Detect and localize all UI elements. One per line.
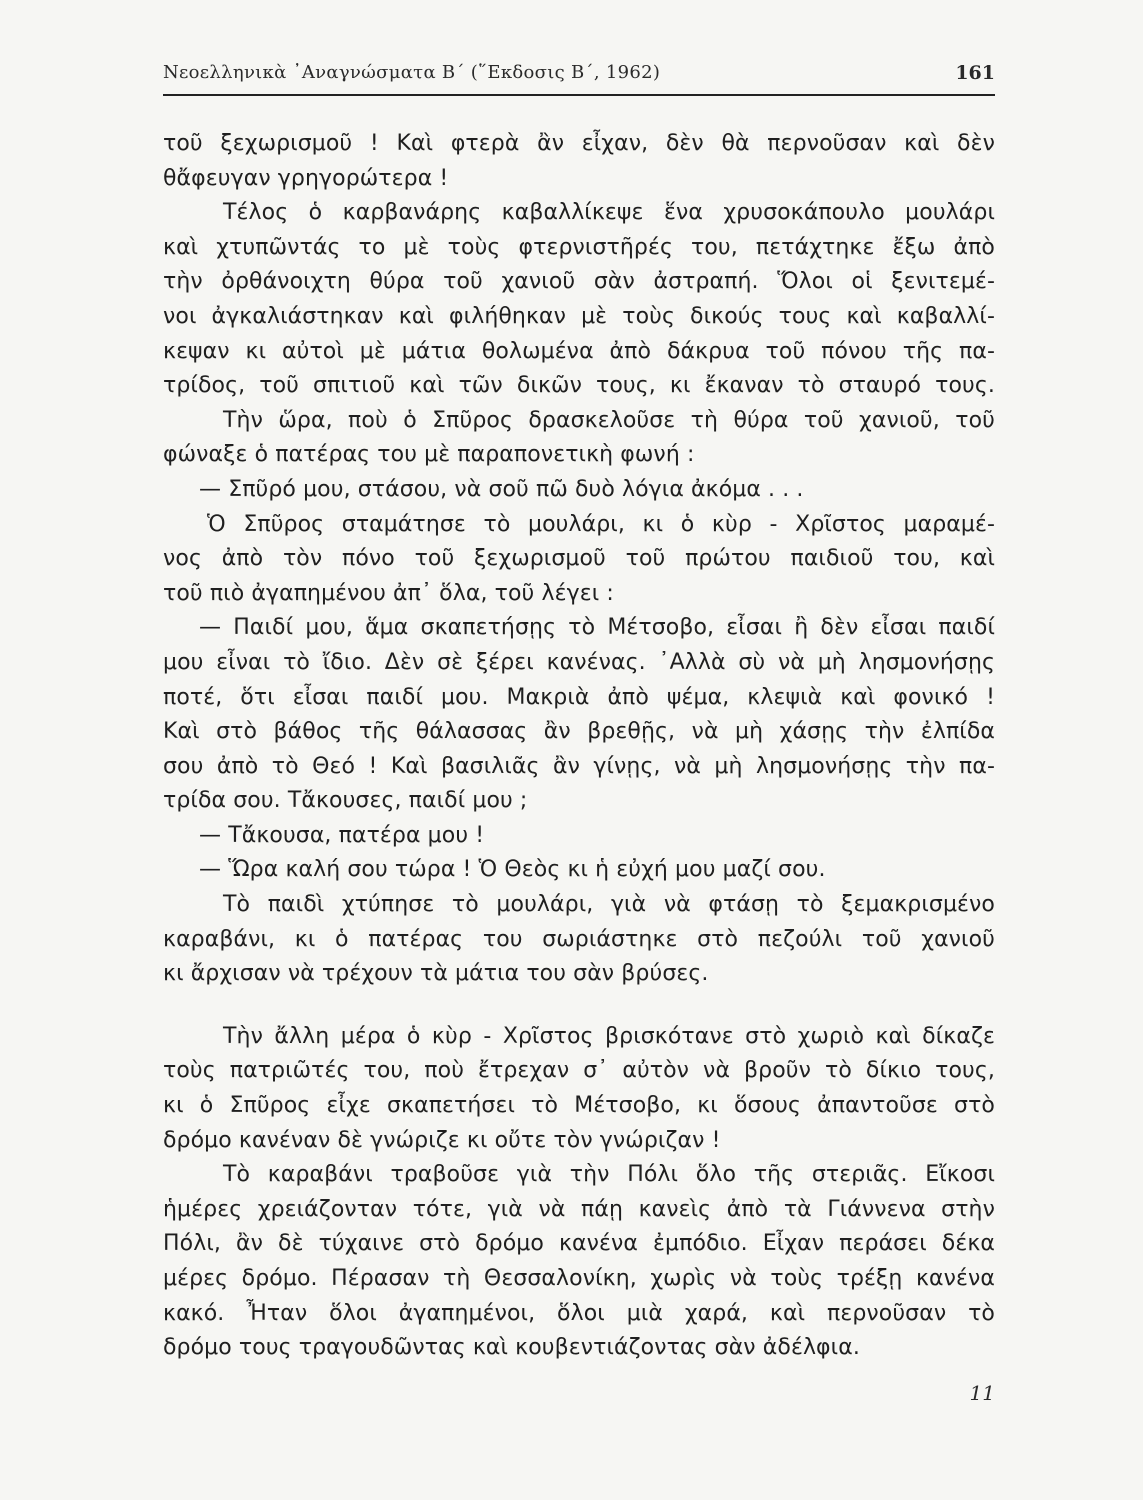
text-line: Καὶ στὸ βάθος τῆς θάλασσας ἂν βρεθῇς, νὰ μὴ χάσῃς τὴν ἐλπίδα: [163, 719, 995, 745]
text-line: τοῦ ξεχωρισμοῦ ! Καὶ φτερὰ ἂν εἶχαν, δὲν θὰ περνοῦσαν καὶ δὲν: [163, 131, 995, 156]
text-line: σου ἀπὸ τὸ Θεό ! Καὶ βασιλιᾶς ἂν γίνῃς, νὰ μὴ λησμονήσῃς τὴν πα-: [163, 753, 995, 779]
running-header: [163, 58, 995, 96]
text-line: ἡμέρες χρειάζονταν τότε, γιὰ νὰ πάῃ κανεὶς ἀπὸ τὰ Γιάννενα στὴν: [163, 1196, 995, 1222]
text-line: Τὴν ὥρα, ποὺ ὁ Σπῦρος δρασκελοῦσε τὴ θύρα τοῦ χανιοῦ, τοῦ: [223, 407, 995, 433]
text-line: κι ἄρχισαν νὰ τρέχουν τὰ μάτια του σὰν βρύσες.: [163, 961, 709, 987]
signature-mark: 11: [969, 1381, 995, 1405]
text-line: Τέλος ὁ καρβανάρης καβαλλίκεψε ἕνα χρυσοκάπουλο μουλάρι: [223, 200, 995, 226]
text-line: Ὁ Σπῦρος σταμάτησε τὸ μουλάρι, κι ὁ κὺρ - Χρῖστος μαραμέ-: [207, 511, 995, 537]
text-line: τοῦ πιὸ ἀγαπημένου ἀπ᾿ ὅλα, τοῦ λέγει :: [163, 580, 614, 606]
body-text: [163, 127, 995, 1366]
text-line: τρίδα σου. Τἄκουσες, παιδί μου ;: [163, 788, 528, 814]
text-line: φώναξε ὁ πατέρας του μὲ παραπονετικὴ φωνή :: [163, 442, 695, 468]
text-line: νος ἀπὸ τὸν πόνο τοῦ ξεχωρισμοῦ τοῦ πρώτου παιδιοῦ του, καὶ: [163, 546, 995, 572]
text-line: μου εἶναι τὸ ἴδιο. Δὲν σὲ ξέρει κανένας. ᾿Αλλὰ σὺ νὰ μὴ λησμονήσῃς: [163, 649, 995, 675]
header-title: Νεοελληνικὰ ᾿Αναγνώσματα Β΄ (῞Εκδοσις Β΄, 1962): [163, 62, 661, 83]
text-line: καραβάνι, κι ὁ πατέρας του σωριάστηκε στὸ πεζούλι τοῦ χανιοῦ: [163, 926, 995, 952]
text-line: — Παιδί μου, ἅμα σκαπετήσῃς τὸ Μέτσοβο, εἶσαι ἢ δὲν εἶσαι παιδί: [199, 615, 995, 641]
text-line: — Σπῦρό μου, στάσου, νὰ σοῦ πῶ δυὸ λόγια ἀκόμα . . .: [199, 476, 804, 502]
section-gap: [163, 992, 995, 1020]
text-line: Τὴν ἄλλη μέρα ὁ κὺρ - Χρῖστος βρισκότανε στὸ χωριὸ καὶ δίκαζε: [223, 1023, 995, 1049]
text-line: τρίδος, τοῦ σπιτιοῦ καὶ τῶν δικῶν τους, κι ἔκαναν τὸ σταυρό τους.: [163, 373, 995, 399]
text-line: καὶ χτυπῶντάς το μὲ τοὺς φτερνιστῆρές του, πετάχτηκε ἔξω ἀπὸ: [163, 234, 995, 260]
text-line: μέρες δρόμο. Πέρασαν τὴ Θεσσαλονίκη, χωρὶς νὰ τοὺς τρέξῃ κανένα: [163, 1266, 995, 1291]
text-line: θἄφευγαν γρηγορώτερα !: [163, 165, 449, 191]
text-line: κι ὁ Σπῦρος εἶχε σκαπετήσει τὸ Μέτσοβο, κι ὅσους ἀπαντοῦσε στὸ: [163, 1093, 995, 1119]
text-line: Τὸ παιδὶ χτύπησε τὸ μουλάρι, γιὰ νὰ φτάσῃ τὸ ξεμακρισμένο: [223, 892, 995, 918]
text-line: κακό. Ἦταν ὅλοι ἀγαπημένοι, ὅλοι μιὰ χαρά, καὶ περνοῦσαν τὸ: [163, 1300, 995, 1326]
text-line: — Ὥρα καλή σου τώρα ! Ὁ Θεὸς κι ἡ εὐχή μου μαζί σου.: [199, 857, 826, 883]
text-line: κεψαν κι αὐτοὶ μὲ μάτια θολωμένα ἀπὸ δάκρυα τοῦ πόνου τῆς πα-: [163, 338, 995, 364]
text-line: νοι ἀγκαλιάστηκαν καὶ φιλήθηκαν μὲ τοὺς δικούς τους καὶ καβαλλί-: [163, 303, 995, 329]
text-line: ποτέ, ὅτι εἶσαι παιδί μου. Μακριὰ ἀπὸ ψέμα, κλεψιὰ καὶ φονικό !: [163, 684, 995, 710]
page-number: 161: [955, 62, 995, 84]
text-line: τὴν ὀρθάνοιχτη θύρα τοῦ χανιοῦ σὰν ἀστραπή. Ὅλοι οἱ ξενιτεμέ-: [163, 269, 995, 295]
text-line: Τὸ καραβάνι τραβοῦσε γιὰ τὴν Πόλι ὅλο τῆς στεριᾶς. Εἴκοσι: [223, 1162, 995, 1188]
text-line: δρόμο κανέναν δὲ γνώριζε κι οὔτε τὸν γνώριζαν !: [163, 1127, 721, 1153]
text-line: — Τἄκουσα, πατέρα μου !: [199, 822, 485, 848]
text-line: δρόμο τους τραγουδῶντας καὶ κουβεντιάζοντας σὰν ἀδέλφια.: [163, 1335, 860, 1361]
text-line: τοὺς πατριῶτές του, ποὺ ἔτρεχαν σ᾿ αὐτὸν νὰ βροῦν τὸ δίκιο τους,: [163, 1058, 995, 1084]
text-line: Πόλι, ἂν δὲ τύχαινε στὸ δρόμο κανένα ἐμπόδιο. Εἶχαν περάσει δέκα: [163, 1231, 995, 1257]
